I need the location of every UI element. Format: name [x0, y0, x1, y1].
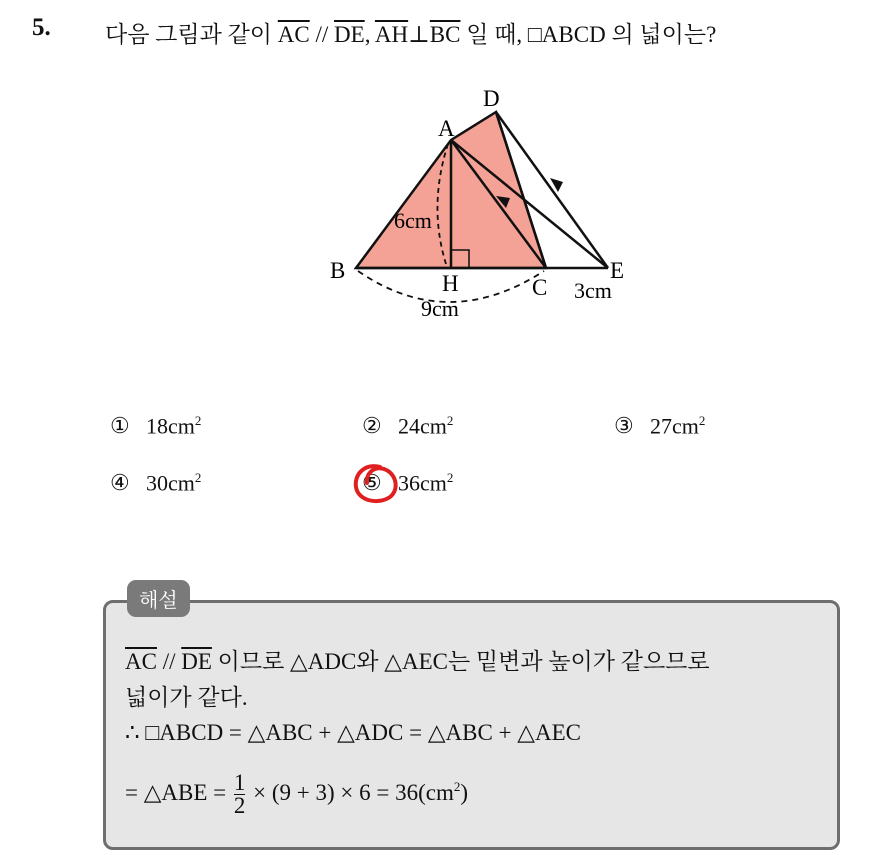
solution-tag: 해설: [127, 580, 190, 617]
solution-segment-ac: $\overline{AC}$: [125, 649, 157, 674]
question-text-suffix: 일 때, □ABCD 의 넓이는?: [460, 22, 717, 47]
segment-ac: $\overline{AC}$: [277, 22, 310, 47]
choice-1-exponent: 2: [194, 413, 202, 428]
solution-line-1: [125, 643, 710, 676]
label-height: 6cm: [394, 208, 432, 233]
segment-bc: $\overline{BC}$: [429, 22, 461, 47]
fraction-half: [234, 772, 246, 817]
solution-line-4-close: ): [460, 779, 469, 805]
choice-2-number: ②: [362, 413, 382, 439]
perpendicular-symbol: ⊥: [408, 22, 430, 47]
choice-4-exponent: 2: [194, 470, 202, 485]
solution-line-3: ∴ □ABCD = △ABC + △ADC = △ABC + △AEC: [125, 720, 581, 745]
fraction-numerator: 1: [233, 770, 246, 795]
choice-2-value: 24cm: [398, 413, 447, 439]
solution-line-4: [125, 772, 468, 817]
choice-4-value: 30cm: [146, 470, 195, 496]
answer-circle-mark: [350, 461, 402, 507]
choice-1-value: 18cm: [146, 413, 195, 439]
label-a: A: [438, 116, 455, 141]
label-base: 9cm: [421, 296, 459, 321]
comma: ,: [364, 22, 375, 47]
choice-2-exponent: 2: [446, 413, 454, 428]
choice-3-exponent: 2: [698, 413, 706, 428]
segment-de: $\overline{DE}$: [334, 22, 365, 47]
choice-1-number: ①: [110, 413, 130, 439]
solution-line-2: 넓이가 같다.: [125, 685, 248, 710]
label-b: B: [330, 258, 346, 283]
label-d: D: [483, 86, 500, 111]
choice-3-value: 27cm: [650, 413, 699, 439]
solution-line-4-pre: = △ABE =: [125, 779, 232, 805]
solution-parallel: //: [156, 649, 182, 674]
geometry-figure: [318, 78, 648, 328]
question-text: [105, 16, 716, 49]
choice-5-value: 36cm: [398, 470, 447, 496]
label-c: C: [532, 275, 548, 300]
choice-3[interactable]: [614, 413, 705, 439]
choice-5-exponent: 2: [446, 470, 454, 485]
label-e: E: [610, 258, 625, 283]
parallel-symbol: //: [309, 22, 335, 47]
solution-segment-de: $\overline{DE}$: [181, 649, 212, 674]
question-number: 5.: [32, 14, 51, 41]
fraction-denominator: 2: [233, 793, 246, 818]
solution-exponent: 2: [453, 779, 461, 795]
choice-4-number: ④: [110, 470, 130, 496]
choice-5-number: ⑤: [362, 470, 382, 496]
solution-line-1-rest: 이므로 △ADC와 △AEC는 밑변과 높이가 같으므로: [211, 649, 710, 674]
choice-1[interactable]: [110, 413, 201, 439]
choice-2[interactable]: [362, 413, 453, 439]
choice-4[interactable]: [110, 470, 201, 496]
solution-line-4-post: × (9 + 3) × 6 = 36(cm: [247, 779, 454, 805]
question-text-prefix: 다음 그림과 같이: [105, 22, 278, 47]
label-h: H: [442, 271, 459, 296]
choice-3-number: ③: [614, 413, 634, 439]
segment-ah: $\overline{AH}$: [374, 22, 409, 47]
label-ce: 3cm: [574, 278, 612, 303]
